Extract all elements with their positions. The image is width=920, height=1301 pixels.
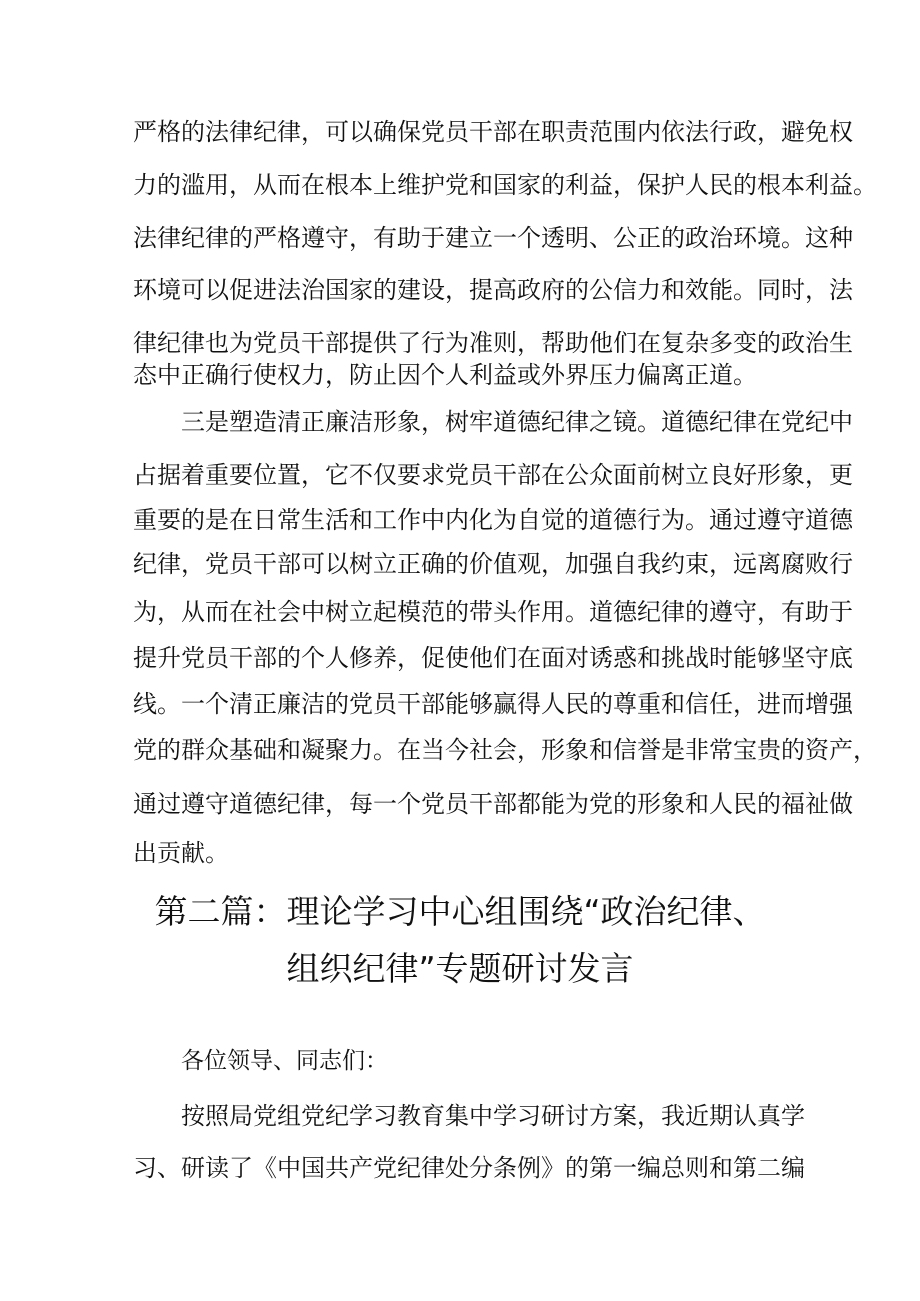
section-heading-line-2: 组织纪律”专题研讨发言 — [286, 949, 634, 988]
paragraph-line: 环境可以促进法治国家的建设，提高政府的公信力和效能。同时，法 — [133, 276, 853, 304]
paragraph-line: 党的群众基础和凝聚力。在当今社会，形象和信誉是非常宝贵的资产， — [133, 736, 877, 764]
paragraph-line: 通过遵守道德纪律，每一个党员干部都能为党的形象和人民的福祉做 — [133, 790, 853, 818]
paragraph-line: 态中正确行使权力，防止因个人利益或外界压力偏离正道。 — [133, 361, 757, 389]
paragraph-line: 出贡献。 — [133, 839, 229, 867]
paragraph-line: 严格的法律纪律，可以确保党员干部在职责范围内依法行政，避免权 — [133, 118, 853, 146]
section-heading-line-1: 第二篇：理论学习中心组围绕“政治纪律、 — [154, 892, 766, 931]
paragraph-line: 三是塑造清正廉洁形象，树牢道德纪律之镜。道德纪律在党纪中 — [181, 408, 853, 436]
paragraph-line: 为，从而在社会中树立起模范的带头作用。道德纪律的遵守，有助于 — [133, 598, 853, 626]
paragraph-line: 重要的是在日常生活和工作中内化为自觉的道德行为。通过遵守道德 — [133, 506, 853, 534]
paragraph-line: 习、研读了《中国共产党纪律处分条例》的第一编总则和第二编 — [133, 1154, 805, 1182]
paragraph-line: 占据着重要位置，它不仅要求党员干部在公众面前树立良好形象，更 — [133, 461, 853, 489]
paragraph-line: 线。一个清正廉洁的党员干部能够赢得人民的尊重和信任，进而增强 — [133, 690, 853, 718]
paragraph-line: 纪律，党员干部可以树立正确的价值观，加强自我约束，远离腐败行 — [133, 550, 853, 578]
salutation: 各位领导、同志们： — [181, 1048, 388, 1074]
paragraph-line: 法律纪律的严格遵守，有助于建立一个透明、公正的政治环境。这种 — [133, 224, 853, 252]
paragraph-line: 律纪律也为党员干部提供了行为准则，帮助他们在复杂多变的政治生 — [133, 329, 853, 357]
paragraph-line: 按照局党组党纪学习教育集中学习研讨方案，我近期认真学 — [181, 1102, 805, 1130]
paragraph-line: 力的滥用，从而在根本上维护党和国家的利益，保护人民的根本利益。 — [133, 171, 877, 199]
paragraph-line: 提升党员干部的个人修养，促使他们在面对诱惑和挑战时能够坚守底 — [133, 644, 853, 672]
